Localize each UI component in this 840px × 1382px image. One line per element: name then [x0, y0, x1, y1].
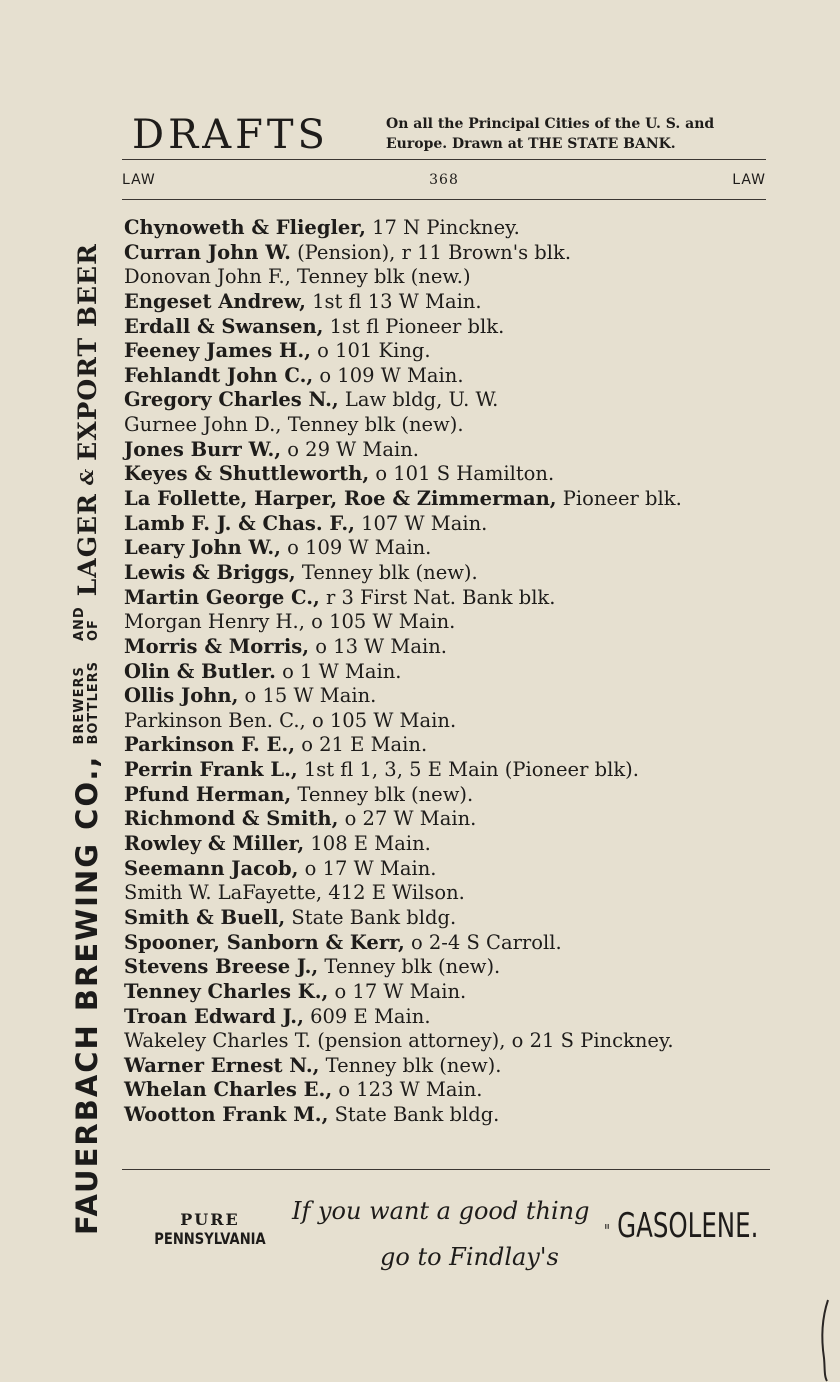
- entry-name: Smith W. LaFayette,: [124, 881, 323, 905]
- entry-address: Tenney blk (new).: [319, 1053, 502, 1077]
- entry-address: o 105 W Main.: [304, 610, 456, 634]
- page-edge-mark: [818, 1298, 832, 1382]
- list-item: [124, 388, 784, 413]
- pure-pennsylvania: [142, 1210, 278, 1248]
- entry-address: 1st fl Pioneer blk.: [323, 314, 505, 338]
- entry-address: o 109 W Main.: [280, 536, 432, 560]
- list-item: [124, 241, 784, 266]
- entry-address: 1st fl 13 W Main.: [305, 289, 482, 313]
- list-item: [124, 660, 784, 685]
- list-item: [124, 487, 784, 512]
- entry-name: Martin George C.,: [124, 585, 320, 609]
- entry-name: Warner Ernest N.,: [124, 1053, 320, 1077]
- entry-name: Whelan Charles E.,: [124, 1078, 333, 1102]
- law-listing: [124, 216, 784, 1128]
- list-item: [124, 635, 784, 660]
- entry-address: o 105 W Main.: [305, 708, 457, 732]
- entry-address: State Bank bldg.: [328, 1103, 500, 1127]
- list-item: [124, 610, 784, 635]
- list-item: [124, 931, 784, 956]
- page-number: 368: [429, 172, 459, 188]
- running-head: [122, 172, 766, 188]
- entry-address: Tenney blk (new).: [318, 955, 501, 979]
- entry-address: o 109 W Main.: [313, 363, 464, 387]
- list-item: [124, 290, 784, 315]
- list-item: [124, 709, 784, 734]
- brewers-label: BREWERS: [72, 666, 87, 745]
- side-advertisement: [70, 105, 104, 1235]
- list-item: [124, 512, 784, 537]
- list-item: [124, 980, 784, 1005]
- entry-name: Gurnee John D.,: [124, 413, 282, 437]
- list-item: [124, 265, 784, 290]
- running-head-right: LAW: [732, 172, 766, 188]
- list-item: [124, 832, 784, 857]
- footer-advertisement: [122, 1170, 770, 1300]
- list-item: [124, 881, 784, 906]
- entry-address: Tenney blk (new).: [281, 413, 464, 437]
- entry-address: o 101 S Hamilton.: [369, 462, 555, 486]
- entry-name: Lamb F. J. & Chas. F.,: [124, 511, 355, 535]
- drafts-note-line-2: Europe. Drawn at THE STATE BANK.: [386, 136, 676, 152]
- entry-address: o 1 W Main.: [275, 659, 402, 683]
- entry-address: o 21 E Main.: [295, 733, 428, 757]
- entry-address: Tenney blk (new).: [291, 782, 474, 806]
- and-of: [73, 606, 101, 641]
- header-rule: [122, 159, 766, 160]
- entry-name: Engeset Andrew,: [124, 289, 306, 313]
- entry-address: o 15 W Main.: [238, 684, 377, 708]
- list-item: [124, 807, 784, 832]
- list-item: [124, 783, 784, 808]
- entry-name: Fehlandt John C.,: [124, 363, 314, 387]
- entry-address: 108 E Main.: [304, 832, 431, 856]
- list-item: [124, 758, 784, 783]
- list-item: [124, 315, 784, 340]
- entry-name: Keyes & Shuttleworth,: [124, 462, 370, 486]
- gasolene-text: GASOLENE.: [617, 1206, 759, 1246]
- entry-name: Parkinson Ben. C.,: [124, 708, 306, 732]
- entry-address: Law bldg, U. W.: [338, 388, 499, 412]
- entry-name: Parkinson F. E.,: [124, 733, 295, 757]
- entry-address: 17 N Pinckney.: [365, 216, 520, 239]
- entry-address: 107 W Main.: [354, 511, 488, 535]
- list-item: [124, 906, 784, 931]
- entry-name: Ollis John,: [124, 684, 239, 708]
- list-item: [124, 1103, 784, 1128]
- gasolene-label: [604, 1206, 758, 1246]
- list-item: [124, 216, 784, 241]
- entry-name: Jones Burr W.,: [124, 437, 282, 461]
- entry-address: r 3 First Nat. Bank blk.: [319, 585, 556, 609]
- list-item: [124, 1005, 784, 1030]
- entry-name: Smith & Buell,: [124, 905, 286, 929]
- list-item: [124, 561, 784, 586]
- list-item: [124, 339, 784, 364]
- entry-address: 1st fl 1, 3, 5 E Main (Pioneer blk).: [297, 758, 639, 782]
- list-item: [124, 1054, 784, 1079]
- entry-address: State Bank bldg.: [285, 905, 457, 929]
- entry-address: (pension attorney), o 21 S Pinckney.: [311, 1029, 674, 1053]
- quote-mark: ": [604, 1221, 610, 1242]
- list-item: [124, 684, 784, 709]
- entry-address: o 2-4 S Carroll.: [404, 930, 562, 954]
- entry-name: Lewis & Briggs,: [124, 560, 296, 584]
- entry-address: o 13 W Main.: [309, 634, 448, 658]
- entry-name: Morris & Morris,: [124, 634, 310, 658]
- list-item: [124, 413, 784, 438]
- entry-name: Wakeley Charles T.: [124, 1029, 312, 1053]
- list-item: [124, 733, 784, 758]
- list-item: [124, 438, 784, 463]
- entry-name: La Follette, Harper, Roe & Zimmerman,: [124, 487, 557, 511]
- entry-name: Rowley & Miller,: [124, 832, 305, 856]
- list-item: [124, 536, 784, 561]
- slogan-line-2: go to Findlay's: [380, 1243, 559, 1271]
- entry-name: Richmond & Smith,: [124, 807, 339, 831]
- list-item: [124, 1029, 784, 1054]
- entry-address: o 29 W Main.: [281, 437, 420, 461]
- brewers-bottlers: [73, 661, 101, 745]
- entry-name: Olin & Butler.: [124, 659, 276, 683]
- lager-label: LAGER: [72, 493, 102, 597]
- entry-address: o 17 W Main.: [328, 979, 467, 1003]
- entry-address: Tenney blk (new).: [295, 560, 478, 584]
- entry-name: Tenney Charles K.,: [124, 979, 329, 1003]
- entry-address: o 101 King.: [310, 339, 431, 363]
- entry-address: 609 E Main.: [303, 1004, 431, 1028]
- entry-name: Pfund Herman,: [124, 782, 292, 806]
- entry-name: Curran John W.: [124, 240, 291, 264]
- entry-address: 412 E Wilson.: [322, 881, 465, 905]
- slogan-line-1: If you want a good thing: [292, 1197, 590, 1225]
- list-item: [124, 955, 784, 980]
- bottlers-label: BOTTLERS: [86, 661, 101, 745]
- and-label: AND: [72, 606, 87, 642]
- drafts-note: [386, 114, 766, 154]
- entry-address: o 123 W Main.: [332, 1078, 483, 1102]
- export-beer-label: EXPORT BEER: [72, 243, 102, 461]
- list-item: [124, 1078, 784, 1103]
- entry-name: Morgan Henry H.,: [124, 610, 305, 634]
- list-item: [124, 364, 784, 389]
- entry-name: Stevens Breese J.,: [124, 955, 319, 979]
- entry-name: Donovan John F.,: [124, 265, 291, 289]
- running-head-left: LAW: [122, 172, 156, 188]
- brewery-name: FAUERBACH BREWING CO.,: [70, 754, 104, 1235]
- entry-name: Feeney James H.,: [124, 339, 311, 363]
- pennsylvania-label: PENNSYLVANIA: [154, 1229, 266, 1248]
- entry-name: Troan Edward J.,: [124, 1004, 304, 1028]
- entry-address: Pioneer blk.: [556, 487, 682, 511]
- entry-name: Perrin Frank L.,: [124, 758, 298, 782]
- pure-label: PURE: [180, 1210, 240, 1229]
- list-item: [124, 857, 784, 882]
- entry-name: Leary John W.,: [124, 536, 281, 560]
- of-label: OF: [86, 619, 101, 642]
- drafts-heading: DRAFTS: [132, 112, 329, 158]
- entry-address: o 17 W Main.: [298, 856, 437, 880]
- section-rule: [122, 199, 766, 200]
- entry-address: (Pension), r 11 Brown's blk.: [290, 240, 572, 264]
- entry-name: Gregory Charles N.,: [124, 388, 339, 412]
- entry-name: Chynoweth & Fliegler,: [124, 216, 366, 239]
- entry-name: Spooner, Sanborn & Kerr,: [124, 930, 405, 954]
- entry-name: Erdall & Swansen,: [124, 314, 324, 338]
- entry-address: o 27 W Main.: [338, 807, 477, 831]
- entry-name: Seemann Jacob,: [124, 856, 299, 880]
- findlays-slogan: [292, 1188, 592, 1280]
- list-item: [124, 586, 784, 611]
- ampersand: &: [76, 468, 98, 486]
- entry-address: Tenney blk (new.): [290, 265, 471, 289]
- entry-name: Wootton Frank M.,: [124, 1103, 329, 1127]
- list-item: [124, 462, 784, 487]
- drafts-note-line-1: On all the Principal Cities of the U. S. and: [386, 116, 715, 132]
